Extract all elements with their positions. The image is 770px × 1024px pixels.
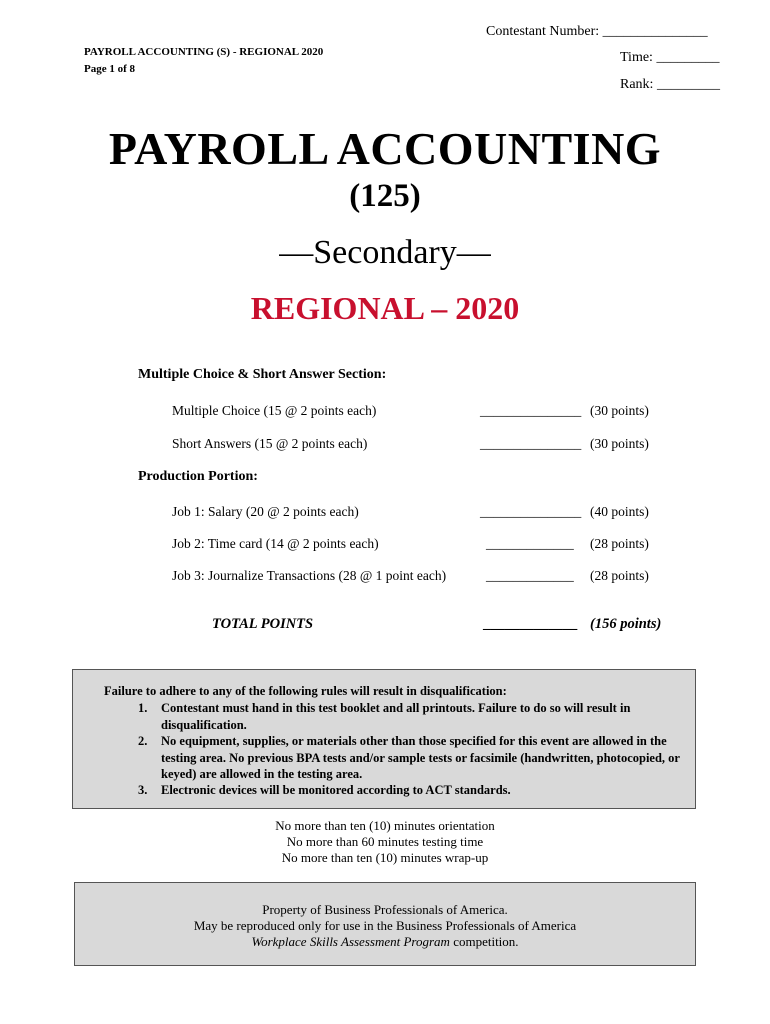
sa-item-blank: _______________ bbox=[480, 436, 582, 451]
contestant-number-field: Contestant Number: _______________ bbox=[486, 24, 708, 39]
timing-orientation: No more than ten (10) minutes orientation bbox=[275, 818, 495, 833]
job3-label: Job 3: Journalize Transactions (28 @ 1 point each) bbox=[172, 568, 447, 583]
job3-points: (28 points) bbox=[590, 568, 649, 583]
division-label: —Secondary— bbox=[279, 234, 491, 271]
property-line-1: Property of Business Professionals of America. bbox=[262, 902, 508, 917]
rank-field: Rank: _________ bbox=[620, 77, 720, 92]
rule-number: 2. bbox=[138, 734, 148, 748]
rule-item bbox=[138, 733, 686, 783]
timing-wrapup: No more than ten (10) minutes wrap-up bbox=[281, 850, 489, 865]
production-section-heading: Production Portion: bbox=[138, 469, 258, 484]
job3-blank: _____________ bbox=[486, 568, 574, 583]
job2-points: (28 points) bbox=[590, 536, 649, 551]
event-code: (125) bbox=[349, 178, 421, 214]
rule-item bbox=[138, 782, 686, 799]
wsap-name: Workplace Skills Assessment Program bbox=[251, 934, 450, 949]
total-points-value: (156 points) bbox=[590, 616, 662, 632]
timing-testing: No more than 60 minutes testing time bbox=[286, 834, 484, 849]
mc-item-blank: _______________ bbox=[480, 403, 582, 418]
property-line-3-rest: competition. bbox=[449, 934, 519, 949]
job2-blank: _____________ bbox=[486, 536, 574, 551]
page-title: PAYROLL ACCOUNTING bbox=[108, 123, 662, 174]
rule-text: Electronic devices will be monitored according to ACT standards. bbox=[161, 783, 511, 797]
page-number: Page 1 of 8 bbox=[84, 63, 136, 75]
property-line-2: May be reproduced only for use in the Business Professionals of America bbox=[193, 918, 577, 933]
rule-number: 1. bbox=[138, 701, 148, 715]
rules-intro: Failure to adhere to any of the following rules will result in disqualification: bbox=[104, 684, 507, 698]
mc-item-points: (30 points) bbox=[590, 403, 649, 418]
job1-points: (40 points) bbox=[590, 504, 649, 519]
mc-item-label: Multiple Choice (15 @ 2 points each) bbox=[172, 403, 377, 418]
time-field: Time: _________ bbox=[620, 50, 720, 65]
property-line-3 bbox=[74, 934, 696, 950]
mc-section-heading: Multiple Choice & Short Answer Section: bbox=[138, 367, 387, 382]
rule-text: Contestant must hand in this test booklet and all printouts. Failure to do so will result in disqualification. bbox=[161, 701, 631, 732]
sa-item-label: Short Answers (15 @ 2 points each) bbox=[172, 436, 368, 451]
job2-label: Job 2: Time card (14 @ 2 points each) bbox=[172, 536, 379, 551]
event-header: PAYROLL ACCOUNTING (S) - REGIONAL 2020 bbox=[84, 46, 324, 58]
regional-label: REGIONAL – 2020 bbox=[250, 290, 520, 326]
total-points-label: TOTAL POINTS bbox=[212, 616, 314, 632]
rule-text: No equipment, supplies, or materials other than those specified for this event are allowed in the testing area. No previous BPA tests and/or sample tests or facsimile (handwritten, photocopied, or keyed) are allowed in the testing area. bbox=[161, 734, 680, 781]
sa-item-points: (30 points) bbox=[590, 436, 649, 451]
rule-number: 3. bbox=[138, 783, 148, 797]
total-points-blank: _____________ bbox=[483, 616, 578, 632]
job1-label: Job 1: Salary (20 @ 2 points each) bbox=[172, 504, 359, 519]
rule-item bbox=[138, 700, 686, 733]
job1-blank: _______________ bbox=[480, 504, 582, 519]
